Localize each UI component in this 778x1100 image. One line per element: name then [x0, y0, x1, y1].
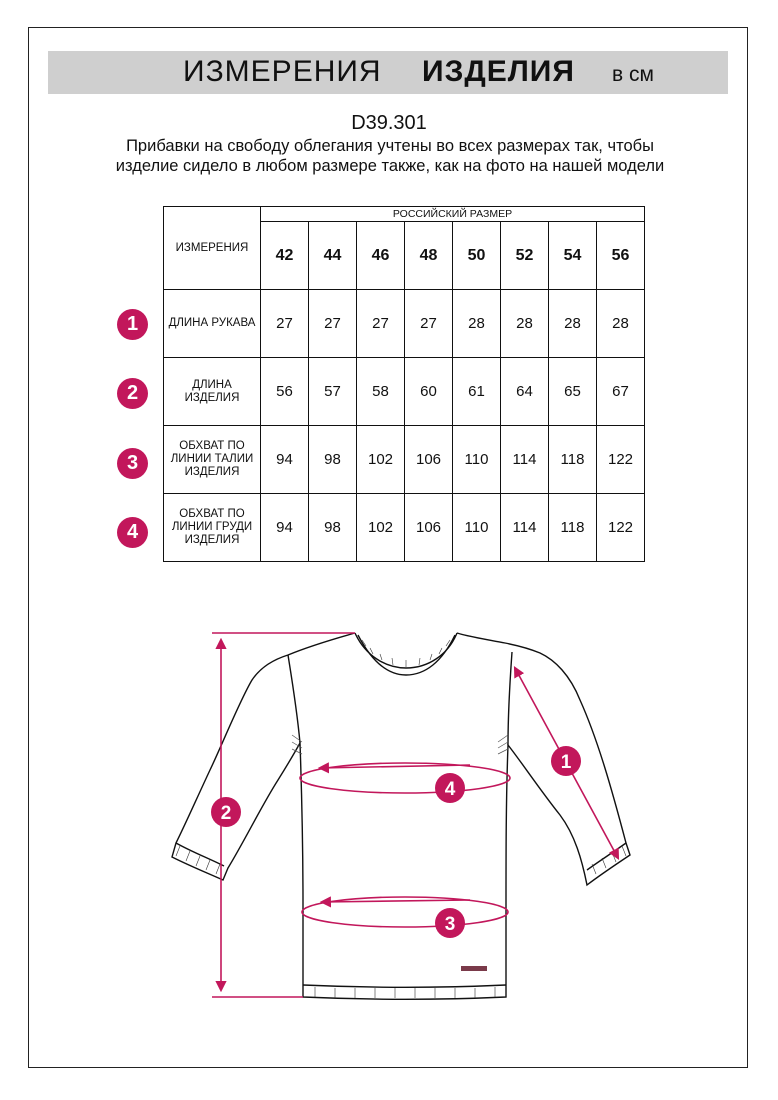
unit-label: в см [612, 63, 654, 86]
size-header: 42 [261, 222, 309, 290]
size-header: 56 [597, 222, 645, 290]
page-title-measure: ИЗМЕРЕНИЯ [183, 55, 382, 88]
table-cell: 106 [405, 426, 453, 494]
table-cell: 56 [261, 358, 309, 426]
table-cell: 98 [309, 494, 357, 562]
table-cell: 64 [501, 358, 549, 426]
table-cell: 27 [357, 290, 405, 358]
diagram-marker-2 [211, 797, 241, 827]
table-cell: 61 [453, 358, 501, 426]
size-header: 54 [549, 222, 597, 290]
table-cell: 110 [453, 426, 501, 494]
svg-text:4: 4 [444, 779, 456, 800]
table-cell: 102 [357, 494, 405, 562]
table-cell: 118 [549, 426, 597, 494]
table-cell: 122 [597, 426, 645, 494]
table-cell: 60 [405, 358, 453, 426]
table-cell: 27 [309, 290, 357, 358]
size-header: 48 [405, 222, 453, 290]
table-cell: 114 [501, 494, 549, 562]
table-cell: 114 [501, 426, 549, 494]
row-marker-4: 4 [117, 517, 148, 548]
size-header: 50 [453, 222, 501, 290]
row-label: ОБХВАТ ПО ЛИНИИ ГРУДИ ИЗДЕЛИЯ [164, 494, 261, 562]
fit-note: Прибавки на свободу облегания учтены во всех размерах так, чтобы изделие сидело в любом размере также, как на фото на нашей модели [115, 137, 665, 175]
corner-label: ИЗМЕРЕНИЯ [164, 207, 261, 290]
svg-text:2: 2 [220, 803, 232, 824]
table-cell: 106 [405, 494, 453, 562]
table-cell: 57 [309, 358, 357, 426]
side-darts [292, 735, 508, 754]
table-cell: 58 [357, 358, 405, 426]
table-cell: 98 [309, 426, 357, 494]
diagram-marker-1 [551, 746, 581, 776]
row-label: ДЛИНА РУКАВА [164, 290, 261, 358]
table-cell: 110 [453, 494, 501, 562]
svg-text:3: 3 [444, 914, 456, 935]
row-label: ДЛИНА ИЗДЕЛИЯ [164, 358, 261, 426]
table-cell: 118 [549, 494, 597, 562]
table-cell: 94 [261, 426, 309, 494]
diagram-marker-4 [435, 773, 465, 803]
article-number: D39.301 [351, 112, 427, 134]
page-title-item: ИЗДЕЛИЯ [422, 55, 575, 88]
row-label: ОБХВАТ ПО ЛИНИИ ТАЛИИ ИЗДЕЛИЯ [164, 426, 261, 494]
row-marker-3: 3 [117, 448, 148, 479]
size-header: 46 [357, 222, 405, 290]
size-header: 52 [501, 222, 549, 290]
table-cell: 27 [261, 290, 309, 358]
row-marker-1: 1 [117, 309, 148, 340]
table-cell: 28 [549, 290, 597, 358]
table-cell: 65 [549, 358, 597, 426]
row-marker-2: 2 [117, 378, 148, 409]
table-cell: 102 [357, 426, 405, 494]
table-cell: 28 [597, 290, 645, 358]
table-cell: 28 [501, 290, 549, 358]
table-cell: 122 [597, 494, 645, 562]
table-cell: 94 [261, 494, 309, 562]
svg-text:1: 1 [560, 752, 572, 773]
table-cell: 27 [405, 290, 453, 358]
brand-label-patch [461, 966, 487, 971]
diagram-marker-3 [435, 908, 465, 938]
sweater-outline [172, 633, 630, 999]
table-cell: 67 [597, 358, 645, 426]
table-cell: 28 [453, 290, 501, 358]
size-group-label: РОССИЙСКИЙ РАЗМЕР [261, 207, 645, 222]
rib-hatching [176, 640, 626, 998]
size-header: 44 [309, 222, 357, 290]
